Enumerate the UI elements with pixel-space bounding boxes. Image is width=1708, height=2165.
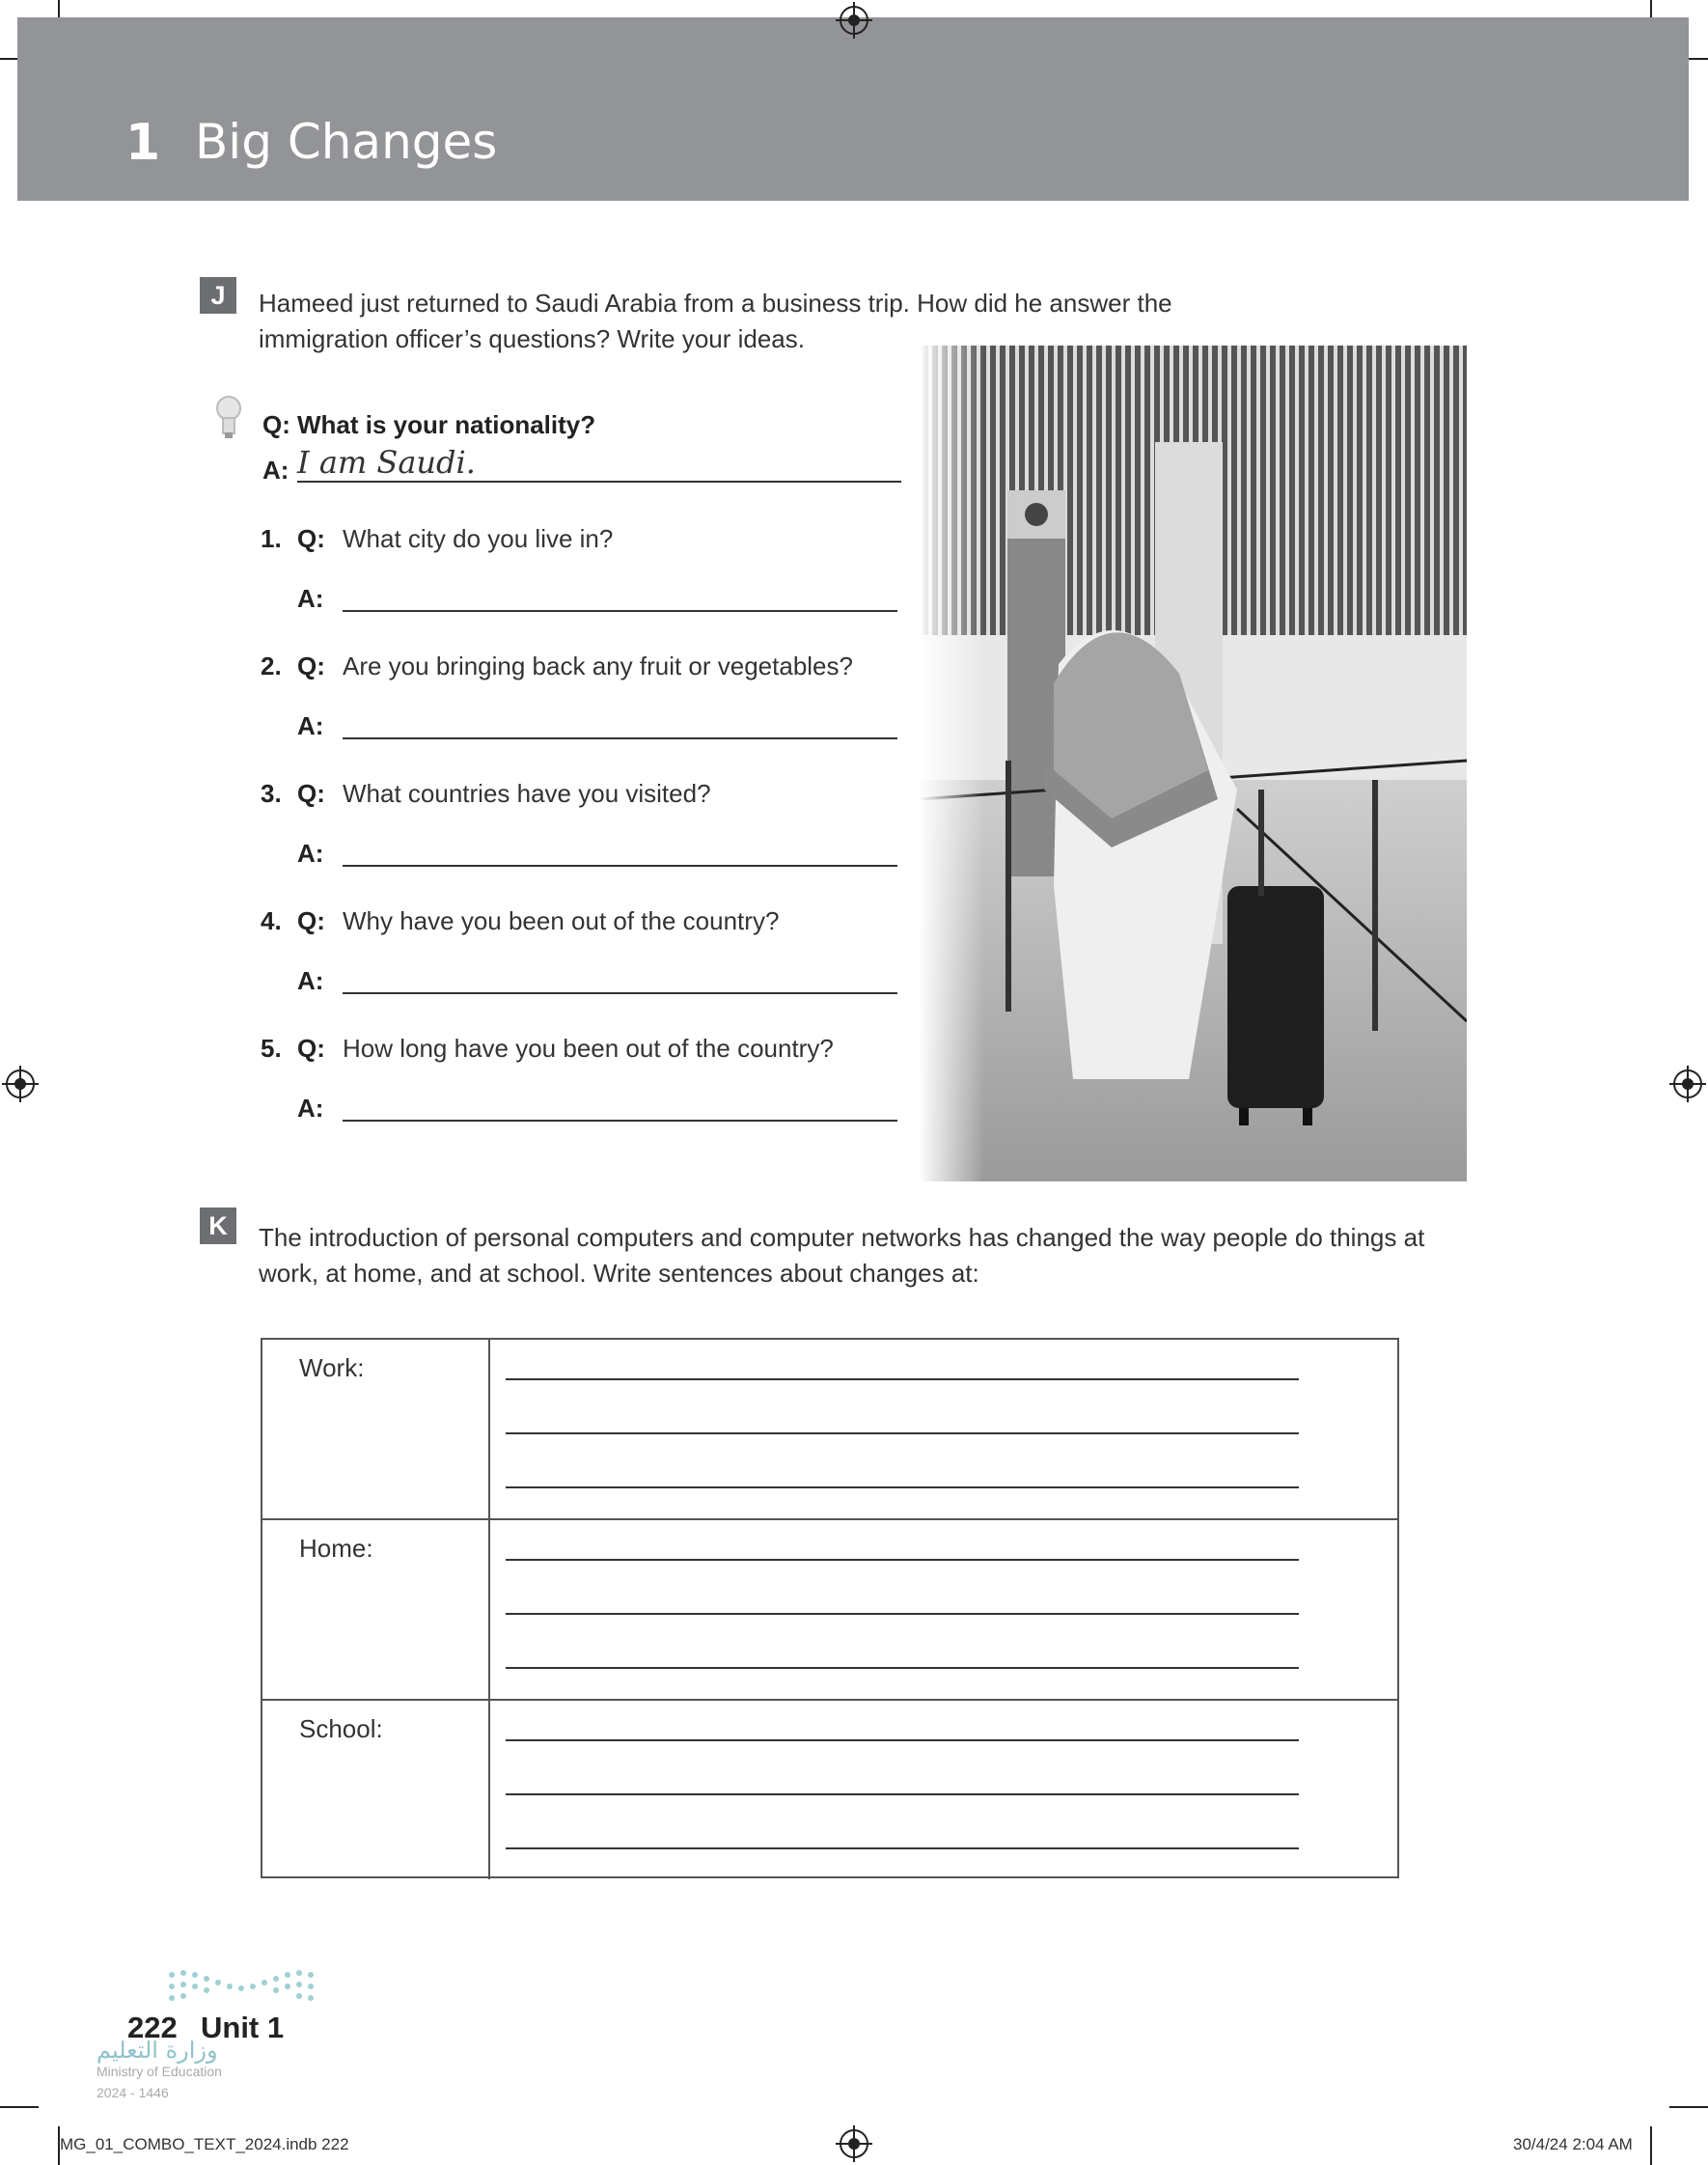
instruction-line: The introduction of personal computers and computer networks has changed the way people do things at: [259, 1223, 1425, 1252]
answer-label: A:: [297, 1094, 324, 1123]
question-text: How long have you been out of the country?: [343, 1034, 834, 1063]
answer-label: A:: [297, 584, 324, 613]
question-label: Q:: [297, 652, 325, 680]
ministry-year: 2024 - 1446: [96, 2085, 169, 2100]
ministry-logo-icon: [166, 1969, 317, 2008]
print-slug-date: 30/4/24 2:04 AM: [1513, 2135, 1633, 2153]
writing-line[interactable]: [506, 1793, 1299, 1795]
crop-mark: [0, 2106, 39, 2108]
column-divider: [488, 1520, 490, 1699]
question-text: Why have you been out of the country?: [343, 906, 780, 935]
unit-title: Big Changes: [195, 114, 498, 170]
question-label: Q:: [297, 1034, 325, 1063]
registration-mark-icon: [840, 2129, 868, 2158]
section-badge-j: J: [200, 277, 236, 314]
print-slug-file: MG_01_COMBO_TEXT_2024.indb 222: [60, 2135, 349, 2153]
crop-mark: [1669, 2106, 1708, 2108]
example-a-label: A:: [262, 456, 289, 485]
unit-number: 1: [125, 114, 161, 172]
writing-line[interactable]: [506, 1378, 1299, 1380]
example-answer: I am Saudi.: [297, 444, 476, 481]
writing-line[interactable]: [506, 1847, 1299, 1849]
answer-line[interactable]: [343, 583, 897, 612]
ministry-name-arabic: وزارة التعليم: [96, 2037, 218, 2064]
table-row-work: [262, 1340, 1397, 1520]
question-number: 3.: [261, 779, 282, 808]
row-label: Home:: [299, 1534, 373, 1563]
ministry-name-english: Ministry of Education: [96, 2064, 222, 2079]
registration-mark-icon: [6, 1069, 35, 1098]
writing-line[interactable]: [506, 1613, 1299, 1615]
question-label: Q:: [297, 524, 325, 553]
airport-traveler-photo: [919, 346, 1467, 1181]
crop-mark: [1650, 2126, 1652, 2165]
answer-label: A:: [297, 711, 324, 740]
example-question: What is your nationality?: [297, 410, 596, 439]
instruction-line: work, at home, and at school. Write sentences about changes at:: [259, 1259, 979, 1288]
question-text: Are you bringing back any fruit or vegetables?: [343, 652, 853, 680]
section-k-instruction: [259, 1220, 1424, 1291]
page-number: 222: [127, 2011, 178, 2044]
section-badge-k: K: [200, 1207, 236, 1244]
answer-line[interactable]: [343, 1093, 897, 1122]
lightbulb-icon: [214, 394, 243, 444]
answer-label: A:: [297, 966, 324, 995]
instruction-line: Hameed just returned to Saudi Arabia from a business trip. How did he answer the: [259, 289, 1172, 318]
question-label: Q:: [297, 906, 325, 935]
column-divider: [488, 1701, 490, 1879]
question-text: What city do you live in?: [343, 524, 614, 553]
answer-line[interactable]: [343, 965, 897, 994]
row-label: Work:: [299, 1353, 365, 1382]
question-number: 2.: [261, 652, 282, 680]
table-row-home: [262, 1520, 1397, 1701]
answer-line[interactable]: [343, 710, 897, 739]
writing-line[interactable]: [506, 1559, 1299, 1561]
registration-mark-icon: [1673, 1069, 1702, 1098]
writing-line[interactable]: [506, 1667, 1299, 1669]
changes-table: [261, 1338, 1399, 1878]
registration-mark-icon: [840, 6, 868, 35]
row-label: School:: [299, 1714, 383, 1743]
example-answer-line: [297, 454, 901, 483]
question-number: 4.: [261, 906, 282, 935]
column-divider: [488, 1340, 490, 1518]
instruction-line: immigration officer’s questions? Write your ideas.: [259, 324, 805, 353]
page-unit-label: Unit 1: [201, 2011, 285, 2044]
question-number: 1.: [261, 524, 282, 553]
question-label: Q:: [297, 779, 325, 808]
writing-line[interactable]: [506, 1432, 1299, 1434]
question-text: What countries have you visited?: [343, 779, 711, 808]
question-number: 5.: [261, 1034, 282, 1063]
writing-line[interactable]: [506, 1486, 1299, 1488]
table-row-school: [262, 1701, 1397, 1879]
answer-line[interactable]: [343, 838, 897, 867]
writing-line[interactable]: [506, 1739, 1299, 1741]
example-q-label: Q:: [262, 410, 290, 439]
answer-label: A:: [297, 839, 324, 868]
unit-header-band: [17, 17, 1689, 201]
